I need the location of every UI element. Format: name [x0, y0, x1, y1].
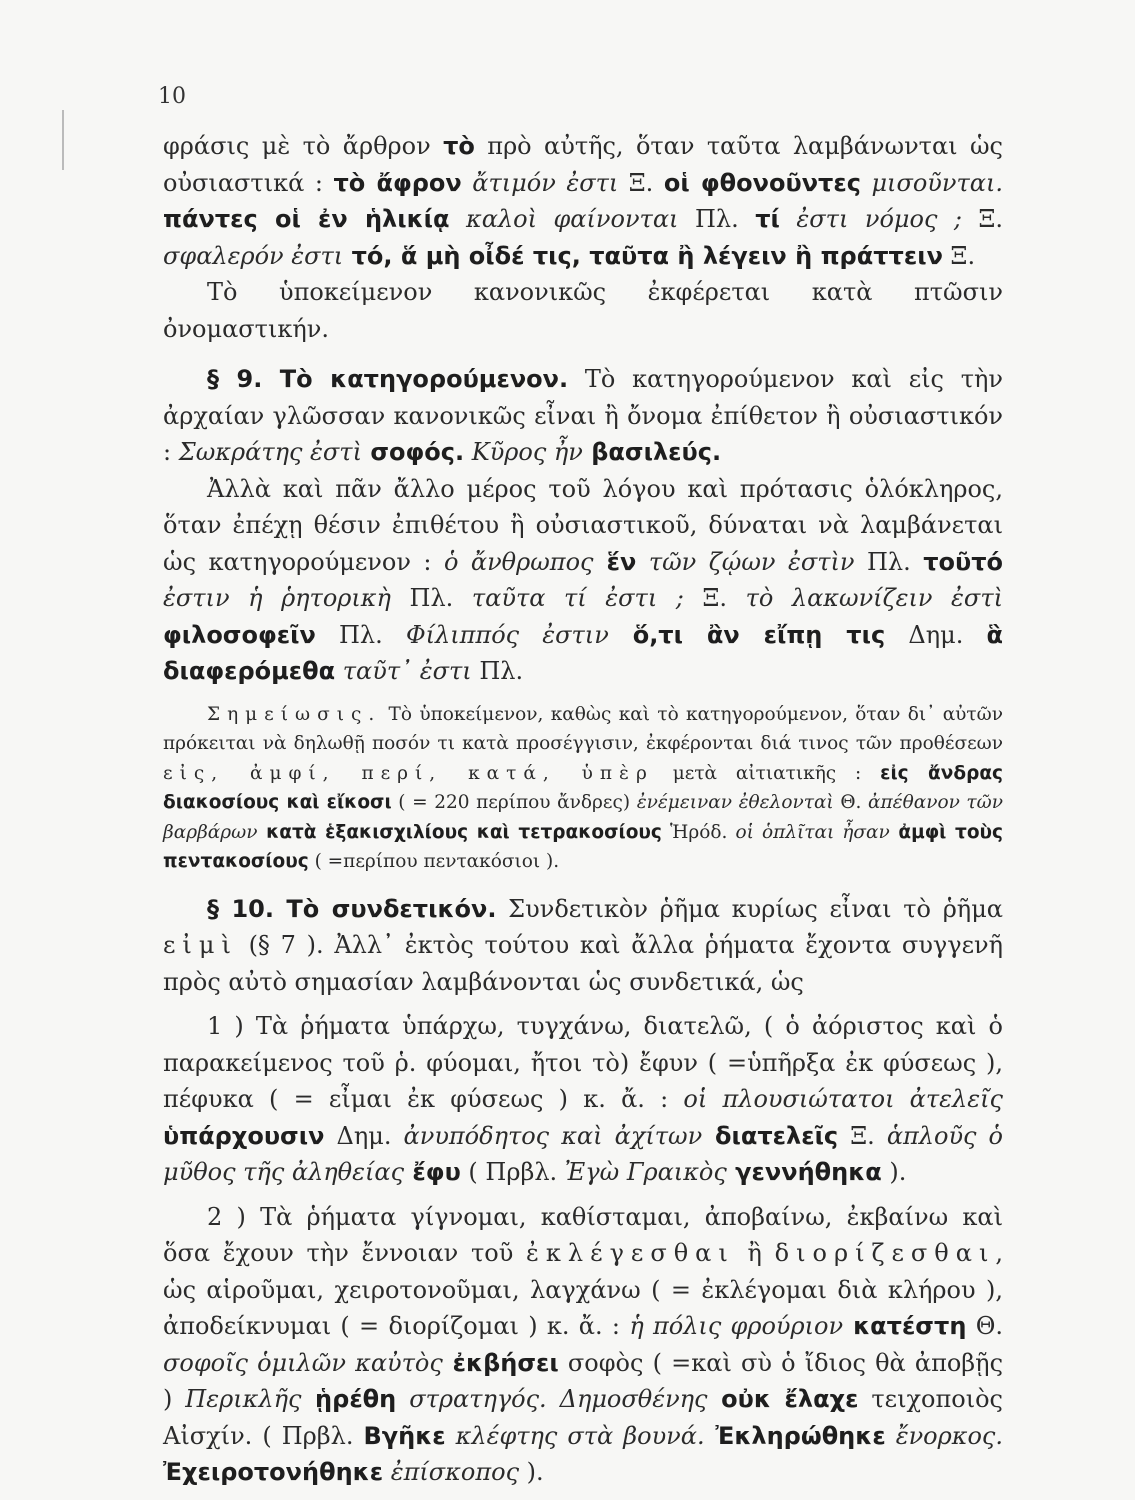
text-run: φράσις μὲ τὸ ἄρθρον	[163, 132, 444, 160]
italic-run: καλοὶ φαίνονται	[449, 205, 679, 233]
bold-run: εἰς ἄνδρας διακοσίους καὶ εἴκοσι	[163, 762, 1003, 813]
bold-run: φιλοσοφεῖν	[163, 620, 316, 649]
italic-run: ἡ πόλις φρούριον	[629, 1312, 844, 1340]
spaced-run: εἰμὶ	[163, 931, 238, 959]
text-run: Ξ.	[683, 584, 746, 612]
bold-run: ἔφυ	[404, 1158, 461, 1186]
text-run: Ξ.	[618, 168, 664, 197]
bold-run: ἕν	[593, 547, 637, 576]
text-run: Δημ.	[324, 1121, 404, 1150]
italic-run: ἀνυπόδητος καὶ ἀχίτων	[403, 1121, 703, 1150]
list-item-2	[163, 1199, 1003, 1491]
text-run: Ἀλλὰ καὶ πᾶν ἄλλο μέρος τοῦ λόγου καὶ πρότασις ὁλόκληρος, ὅταν ἐπέχῃ θέσιν ἐπιθέτου ἢ οὐσιαστικοῦ, δύναται νὰ λαμβάνεται ὡς κατηγορούμενον :	[163, 474, 1003, 576]
text-run: μετὰ αἰτιατικῆς :	[653, 762, 881, 784]
italic-run: ἐστι νόμος ;	[779, 205, 962, 233]
text-run: Ξ.	[961, 205, 1004, 233]
paragraph-subject-examples	[163, 128, 1003, 274]
section-9-heading: § 9. Τὸ κατηγορούμενον.	[207, 365, 569, 393]
text-run: Πλ.	[678, 205, 756, 233]
text-run: ἢ	[734, 1239, 775, 1267]
bold-run: ἃ διαφερόμεθα	[163, 620, 1003, 685]
bold-run: ὅ,τι ἂν εἴπῃ τις	[608, 620, 886, 649]
bold-run: τὸ	[443, 132, 475, 160]
italic-run: οἱ πλουσιώτατοι ἀτελεῖς	[683, 1085, 1003, 1113]
italic-run: οἱ ὁπλῖται ἦσαν	[735, 821, 890, 843]
text-run: Τὸ κατηγορούμενον καὶ εἰς τὴν ἀρχαίαν γλῶσσαν κανονικῶς εἶναι ἢ ὄνομα ἐπίθετον ἢ οὐσιαστικόν :	[163, 365, 1004, 466]
bold-run: ὑπάρχουσιν	[163, 1121, 325, 1150]
italic-run: Ἐγὼ Γραικὸς	[564, 1158, 727, 1186]
bold-run: τοῦτό	[923, 547, 1004, 576]
spaced-run: εἰς, ἀμφί, περί, κατά, ὑπὲρ	[163, 762, 654, 784]
text-run: Πλ.	[854, 547, 924, 576]
bold-run: πάντες οἱ ἐν ἡλικίᾳ	[163, 205, 450, 233]
italic-run: ἁπλοῦς ὁ μῦθος τῆς ἀληθείας	[163, 1121, 1004, 1186]
italic-run: σφαλερόν ἐστι	[163, 241, 344, 270]
text-run: , ὡς αἱροῦμαι, χειροτονοῦμαι, λαγχάνω ( = ἐκλέγομαι διὰ κλήρου ), ἀποδείκνυμαι ( = διορίζομαι ) κ. ἄ. :	[163, 1239, 1004, 1340]
bold-run: σοφός.	[362, 438, 465, 466]
text-run: Ξ.	[838, 1121, 887, 1150]
paragraph-predicate-other	[163, 471, 1003, 690]
bold-run: οὐκ ἔλαχε	[707, 1385, 859, 1413]
spaced-run: ἐκλέγεσθαι	[526, 1239, 735, 1267]
text-run: Πλ.	[471, 657, 524, 685]
bold-run: διατελεῖς	[702, 1121, 839, 1150]
bold-run: ᾑρέθη	[301, 1385, 397, 1413]
text-run: (§ 7 ). Ἀλλ᾿ ἐκτὸς τούτου καὶ ἄλλα ῥήματα ἔχοντα συγγενῆ πρὸς αὐτὸ σημασίαν λαμβάνονται ὡς συνδετικά, ὡς	[163, 931, 1003, 996]
italic-run: Σωκράτης ἐστὶ	[178, 438, 362, 466]
note-label: Σημείωσις.	[207, 703, 382, 725]
italic-run: ἐστιν ἡ ῥητορικὴ	[163, 584, 391, 612]
italic-run: ταῦτα τί ἐστι ;	[471, 584, 684, 612]
section-10-heading: § 10. Τὸ συνδετικόν.	[207, 894, 497, 923]
bold-run: οἱ φθονοῦντες	[663, 168, 861, 197]
italic-run: ἄτιμόν ἐστι	[461, 168, 619, 197]
bold-run: ἀμφὶ τοὺς πεντακοσίους	[163, 821, 1003, 872]
bold-run: κατέστη	[843, 1312, 967, 1340]
text-run: Πλ.	[315, 620, 406, 649]
italic-run: μισοῦνται.	[860, 168, 1004, 197]
text-run: ).	[519, 1458, 544, 1486]
italic-run: ἐνέμειναν ἐθελονταὶ	[636, 792, 834, 813]
bold-run: τὸ ἄφρον	[333, 168, 462, 197]
note-paragraph	[163, 700, 1003, 877]
paragraph-subject-case: Τὸ ὑποκείμενον κανονικῶς ἐκφέρεται κατὰ πτῶσιν ὀνομαστικήν.	[163, 278, 1003, 343]
list-item-1	[163, 1008, 1003, 1191]
text-run: ( =περίπου πεντακόσιοι ).	[308, 851, 560, 872]
bold-run: ἐκβήσει	[442, 1348, 559, 1377]
text-run: ).	[881, 1158, 907, 1186]
bold-run: βασιλεύς.	[582, 438, 722, 466]
bold-run: Ἐχειροτονήθηκε	[163, 1458, 384, 1486]
italic-run: Κῦρος ἦν	[464, 438, 583, 466]
text-run: Θ.	[833, 792, 868, 813]
italic-run: ταῦτ᾿ ἐστι	[335, 657, 472, 685]
bold-run: τό, ἅ μὴ οἶδέ τις, ταῦτα ἢ λέγειν ἢ πράττειν	[343, 241, 943, 270]
italic-run: τῶν ζῴων ἐστὶν	[636, 547, 855, 576]
text-run: 1 ) Τὰ ῥήματα ὑπάρχω, τυγχάνω, διατελῶ, ( ὁ ἀόριστος καὶ ὁ παρακείμενος τοῦ ῥ. φύομαι, ἤτοι τὸ) ἔφυν ( =ὑπῆρξα ἐκ φύσεως ), πέφυκα ( = εἶμαι ἐκ φύσεως ) κ. ἄ. :	[163, 1012, 1003, 1113]
text-run: Συνδετικὸν ῥῆμα κυρίως εἶναι τὸ ῥῆμα	[496, 894, 1003, 923]
italic-run: ἀπέθανον τῶν βαρβάρων	[163, 792, 1004, 843]
bold-run: Ἐκληρώθηκε	[704, 1421, 886, 1450]
section-9-paragraph	[163, 361, 1003, 471]
text-run: σοφὸς ( =καὶ σὺ ὁ ἴδιος θὰ ἀποβῇς )	[163, 1348, 1004, 1413]
text-run: πρὸ αὐτῆς, ὅταν ταῦτα λαμβάνωνται ὡς οὐσιαστικά :	[163, 132, 1003, 197]
text-run: Ἡρόδ.	[661, 821, 736, 843]
italic-run: Φίλιππός ἐστιν	[405, 620, 609, 649]
italic-run: ἐπίσκοπος	[383, 1458, 520, 1486]
text-run: Τὸ ὑποκείμενον, καθὼς καὶ τὸ κατηγορούμενον, ὅταν δι᾿ αὐτῶν πρόκειται νὰ δηλωθῇ ποσόν τι κατὰ προσέγγισιν, ἐκφέρονται διά τινος τῶν προθέσεων	[163, 703, 1003, 754]
scan-edge-mark	[62, 110, 64, 170]
italic-run: κλέφτης στὰ βουνά.	[445, 1421, 705, 1450]
text-run: Ξ.	[942, 241, 976, 270]
italic-run: σοφοῖς ὁμιλῶν καὐτὸς	[163, 1348, 443, 1377]
text-run: ( = 220 περίπου ἄνδρες)	[391, 792, 637, 813]
bold-run: Βγῆκε	[363, 1421, 446, 1450]
italic-run: ἔνορκος.	[885, 1421, 1003, 1450]
bold-run: τί	[755, 205, 780, 233]
bold-run: γεννήθηκα	[726, 1158, 882, 1186]
page-body	[163, 128, 1003, 1491]
text-run: Δημ.	[885, 620, 987, 649]
italic-run: Περικλῆς	[185, 1385, 302, 1413]
page-number: 10	[158, 84, 186, 109]
text-run: 2 ) Τὰ ῥήματα γίγνομαι, καθίσταμαι, ἀποβαίνω, ἐκβαίνω καὶ ὅσα ἔχουν τὴν ἔννοιαν τοῦ	[163, 1202, 1003, 1267]
italic-run: τὸ λακωνίζειν ἐστὶ	[745, 584, 1004, 612]
bold-run: κατὰ ἑξακισχιλίους καὶ τετρακοσίους	[257, 821, 662, 843]
text-run: Πλ.	[390, 584, 472, 612]
section-10-paragraph	[163, 891, 1003, 1001]
text-run: ( Πρβλ.	[460, 1158, 565, 1186]
text-run: τειχοποιὸς Αἰσχίν. ( Πρβλ.	[163, 1385, 1003, 1450]
text-run: Θ.	[966, 1312, 1003, 1340]
italic-run: ὁ ἄνθρωπος	[443, 547, 594, 576]
italic-run: στρατηγός. Δημοσθένης	[396, 1385, 708, 1413]
spaced-run: διορίζεσθαι	[774, 1239, 996, 1267]
